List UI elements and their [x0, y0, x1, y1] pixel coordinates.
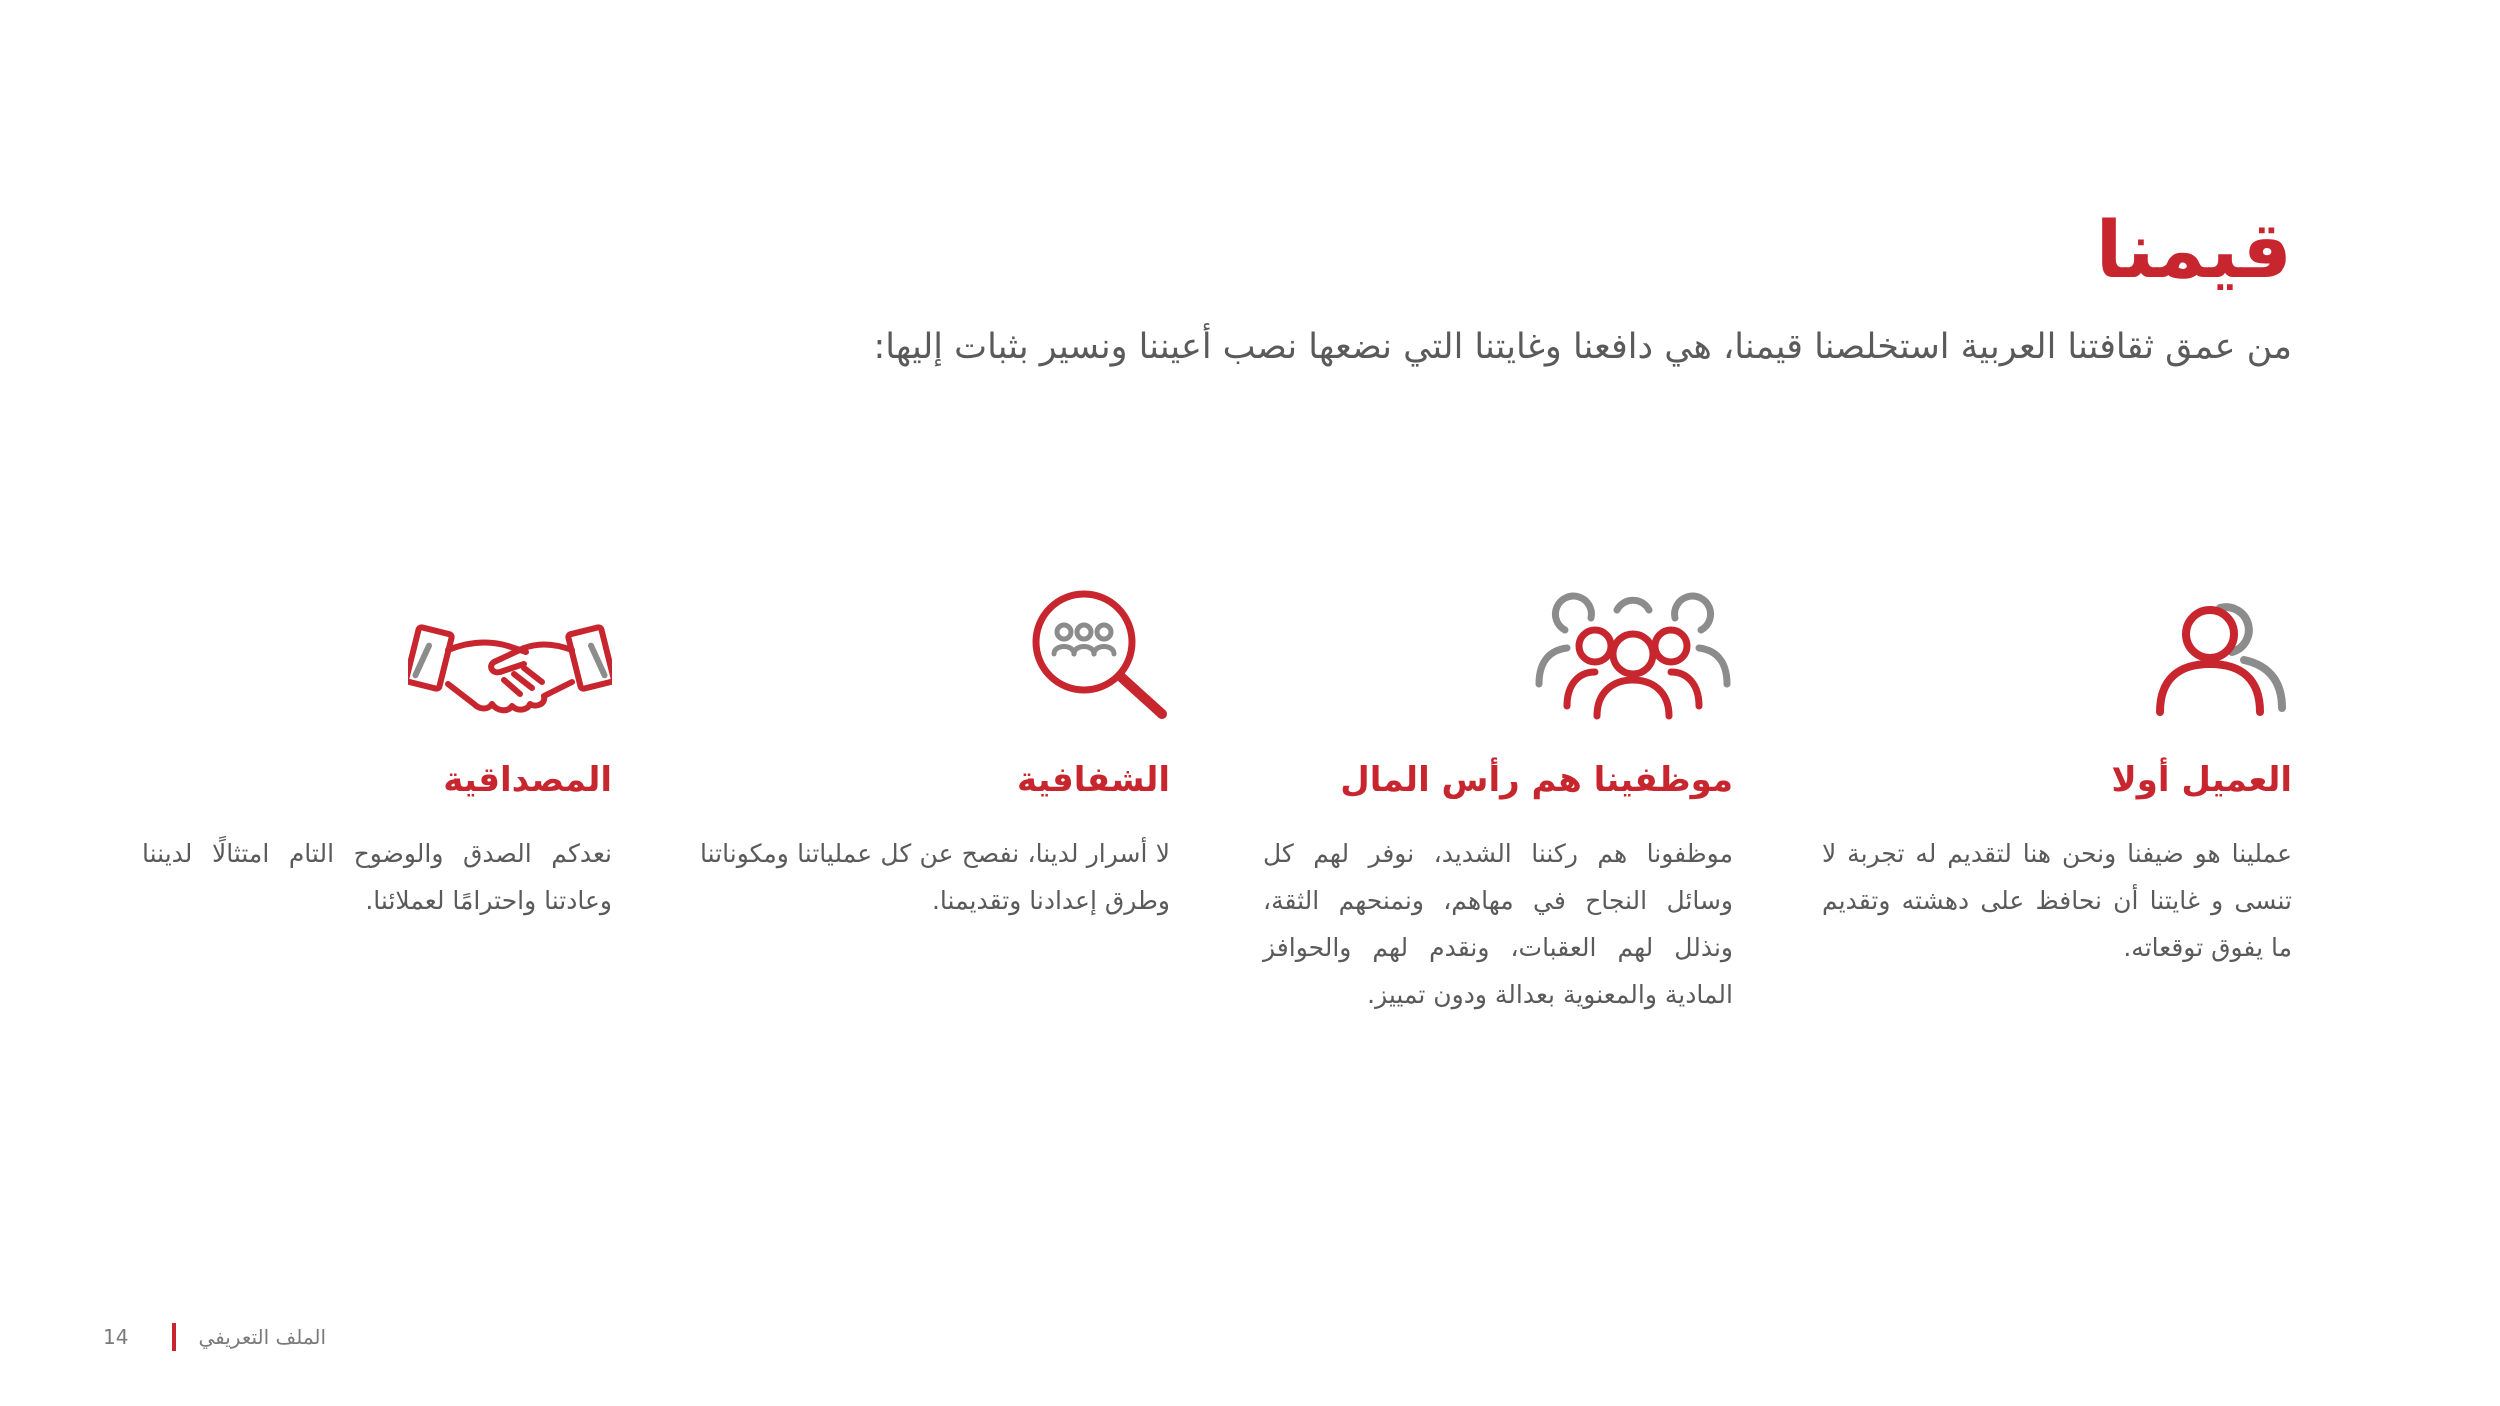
value-title: المصداقية — [443, 760, 612, 800]
value-description: موظفونا هم ركننا الشديد، نوفر لهم كل وسائل النجاح في مهاهم، ونمنحهم الثقة، ونذلل لهم العقبات، ونقدم لهم والحوافز المادية والمعنوية بعدالة ودون تمييز. — [1263, 839, 1733, 1009]
value-description: نعدكم الصدق والوضوح التام امتثالًا لديننا وعادتنا واحترامًا لعملائنا. — [142, 839, 612, 915]
value-card-customer — [1822, 580, 2292, 962]
page-title: قيمنا — [2095, 206, 2292, 296]
value-card-transparency — [700, 580, 1170, 915]
handshake-icon — [142, 580, 612, 720]
customer-icon — [1822, 580, 2292, 720]
page-number: 14 — [103, 1325, 129, 1349]
value-card-credibility — [142, 580, 612, 915]
value-description: لا أسرار لدينا، نفصح عن كل عملياتنا ومكوناتنا وطرق إعدادنا وتقديمنا. — [700, 839, 1170, 915]
footer-divider — [172, 1323, 176, 1351]
value-card-employees — [1263, 580, 1733, 1009]
magnifier-people-icon — [700, 580, 1170, 720]
value-title: العميل أولا — [2111, 760, 2292, 800]
footer-label: الملف التعريفي — [198, 1325, 327, 1349]
value-description: عملينا هو ضيفنا ونحن هنا لتقديم له تجربة لا تنسى و غايتنا أن نحافظ على دهشته وتقديم ما يفوق توقعاته. — [1822, 839, 2292, 962]
value-title: الشفافية — [1016, 760, 1170, 800]
footer — [103, 1322, 326, 1352]
employees-group-icon — [1263, 580, 1733, 720]
value-title: موظفينا هم رأس المال — [1340, 760, 1733, 800]
page-intro: من عمق ثقافتنا العربية استخلصنا قيمنا، هي دافعنا وغايتنا التي نضعها نصب أعيننا ونسير بثبات إليها: — [873, 327, 2292, 367]
